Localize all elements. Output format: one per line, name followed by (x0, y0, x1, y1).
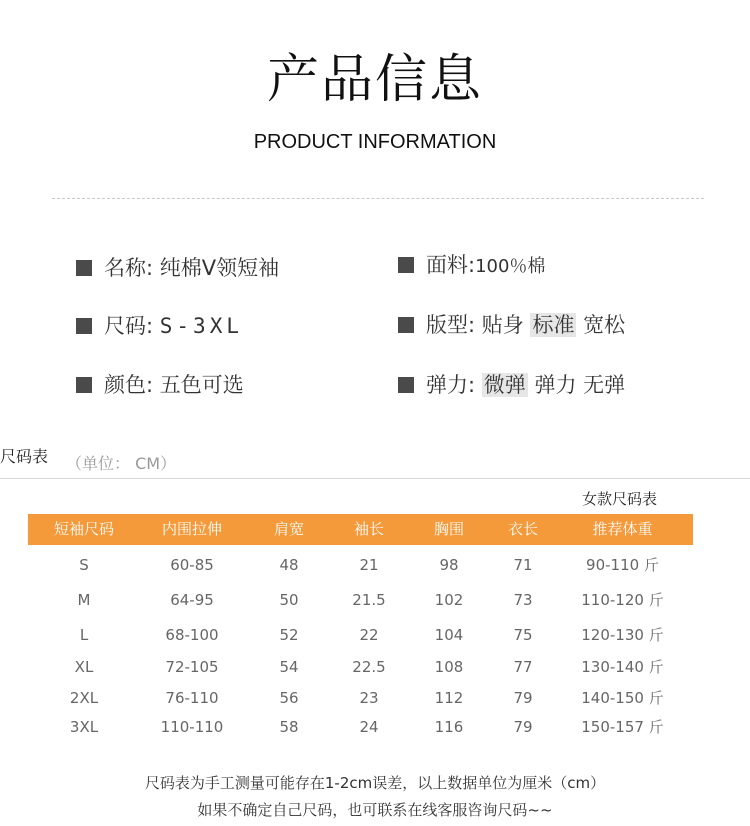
table-cell: 21.5 (352, 591, 386, 609)
spec-fit-option-1: 贴身 (481, 313, 524, 337)
table-cell: 112 (434, 689, 464, 707)
table-cell: XL (74, 658, 94, 676)
table-cell: 75 (513, 626, 533, 644)
spec-name (76, 253, 279, 283)
table-cell: 48 (279, 556, 299, 574)
table-cell: 52 (279, 626, 299, 644)
section-divider (0, 478, 750, 479)
table-cell: 104 (434, 626, 464, 644)
table-cell: 72-105 (165, 658, 219, 676)
col-header-sleeve: 袖长 (353, 520, 384, 538)
spec-fabric (398, 250, 545, 282)
table-cell: 71 (513, 556, 533, 574)
col-header-weight: 推荐体重 (592, 520, 653, 538)
table-cell: 22.5 (352, 658, 386, 676)
table-cell: 116 (434, 718, 464, 736)
col-header-inner-stretch: 内围拉伸 (161, 520, 222, 538)
table-cell: 110-110 (160, 718, 224, 736)
spec-name-label: 名称: (104, 256, 160, 280)
table-cell: 79 (513, 718, 533, 736)
spec-fit-option-3: 宽松 (583, 313, 626, 337)
spec-color (76, 370, 244, 400)
table-cell: 54 (279, 658, 299, 676)
table-cell: 110-120 斤 (581, 591, 664, 609)
table-cell: 90-110 斤 (586, 556, 659, 574)
table-cell: L (79, 626, 89, 644)
table-cell: 108 (434, 658, 464, 676)
table-cell: 64-95 (170, 591, 214, 609)
spec-elastic-option-1: 微弹 (483, 373, 526, 397)
table-cell: 73 (513, 591, 533, 609)
table-cell: 79 (513, 689, 533, 707)
col-header-size: 短袖尺码 (53, 520, 114, 538)
spec-elastic-option-2: 弹力 (534, 373, 577, 397)
bullet-square-icon (76, 260, 92, 276)
col-header-shoulder: 肩宽 (273, 520, 304, 538)
table-cell: 120-130 斤 (581, 626, 664, 644)
spec-elastic-option-3: 无弹 (583, 373, 626, 397)
table-cell: 60-85 (170, 556, 214, 574)
table-cell: 3XL (69, 718, 99, 736)
spec-color-label: 颜色: (104, 373, 160, 397)
col-header-length: 衣长 (507, 520, 538, 538)
spec-fit-option-2: 标准 (532, 313, 575, 337)
table-cell: S (79, 556, 89, 574)
spec-name-value: 纯棉V领短袖 (159, 256, 280, 280)
table-cell: 68-100 (165, 626, 219, 644)
table-cell: 22 (359, 626, 379, 644)
spec-size-value: S-3XL (159, 314, 243, 338)
size-chart-label: 尺码表 (0, 447, 49, 466)
col-header-chest: 胸围 (433, 520, 464, 538)
table-cell: M (77, 591, 91, 609)
bullet-square-icon (76, 318, 92, 334)
bullet-square-icon (398, 257, 414, 273)
spec-fabric-value: 100％棉 (475, 256, 546, 277)
spec-size-label: 尺码: (104, 314, 160, 338)
page-subtitle: PRODUCT INFORMATION (253, 131, 497, 153)
spec-fabric-label: 面料: (426, 253, 476, 277)
spec-size (76, 311, 243, 341)
divider (52, 198, 704, 199)
page-title: 产品信息 (266, 50, 483, 110)
note-line-1: 尺码表为手工测量可能存在1-2cm误差，以上数据单位为厘米（cm） (144, 774, 606, 792)
table-cell: 56 (279, 689, 299, 707)
table-cell: 150-157 斤 (581, 718, 664, 736)
spec-elastic-label: 弹力: (426, 373, 482, 397)
size-chart-unit: （单位： CM） (66, 454, 177, 473)
table-cell: 98 (439, 556, 459, 574)
spec-fit-label: 版型: (426, 313, 482, 337)
table-cell: 50 (279, 591, 299, 609)
bullet-square-icon (398, 377, 414, 393)
table-cell: 58 (279, 718, 299, 736)
table-cell: 140-150 斤 (581, 689, 664, 707)
table-cell: 102 (434, 591, 464, 609)
table-cell: 24 (359, 718, 379, 736)
table-cell: 76-110 (165, 689, 219, 707)
spec-color-value: 五色可选 (159, 373, 244, 397)
table-cell: 21 (359, 556, 379, 574)
table-cell: 77 (513, 658, 533, 676)
bullet-square-icon (398, 317, 414, 333)
spec-fit (398, 310, 625, 340)
table-cell: 130-140 斤 (581, 658, 664, 676)
bullet-square-icon (76, 377, 92, 393)
table-cell: 23 (359, 689, 379, 707)
table-cell: 2XL (69, 689, 99, 707)
note-line-2: 如果不确定自己尺码，也可联系在线客服咨询尺码~~ (197, 801, 553, 819)
spec-elastic (398, 370, 625, 400)
table-caption: 女款尺码表 (582, 490, 658, 508)
